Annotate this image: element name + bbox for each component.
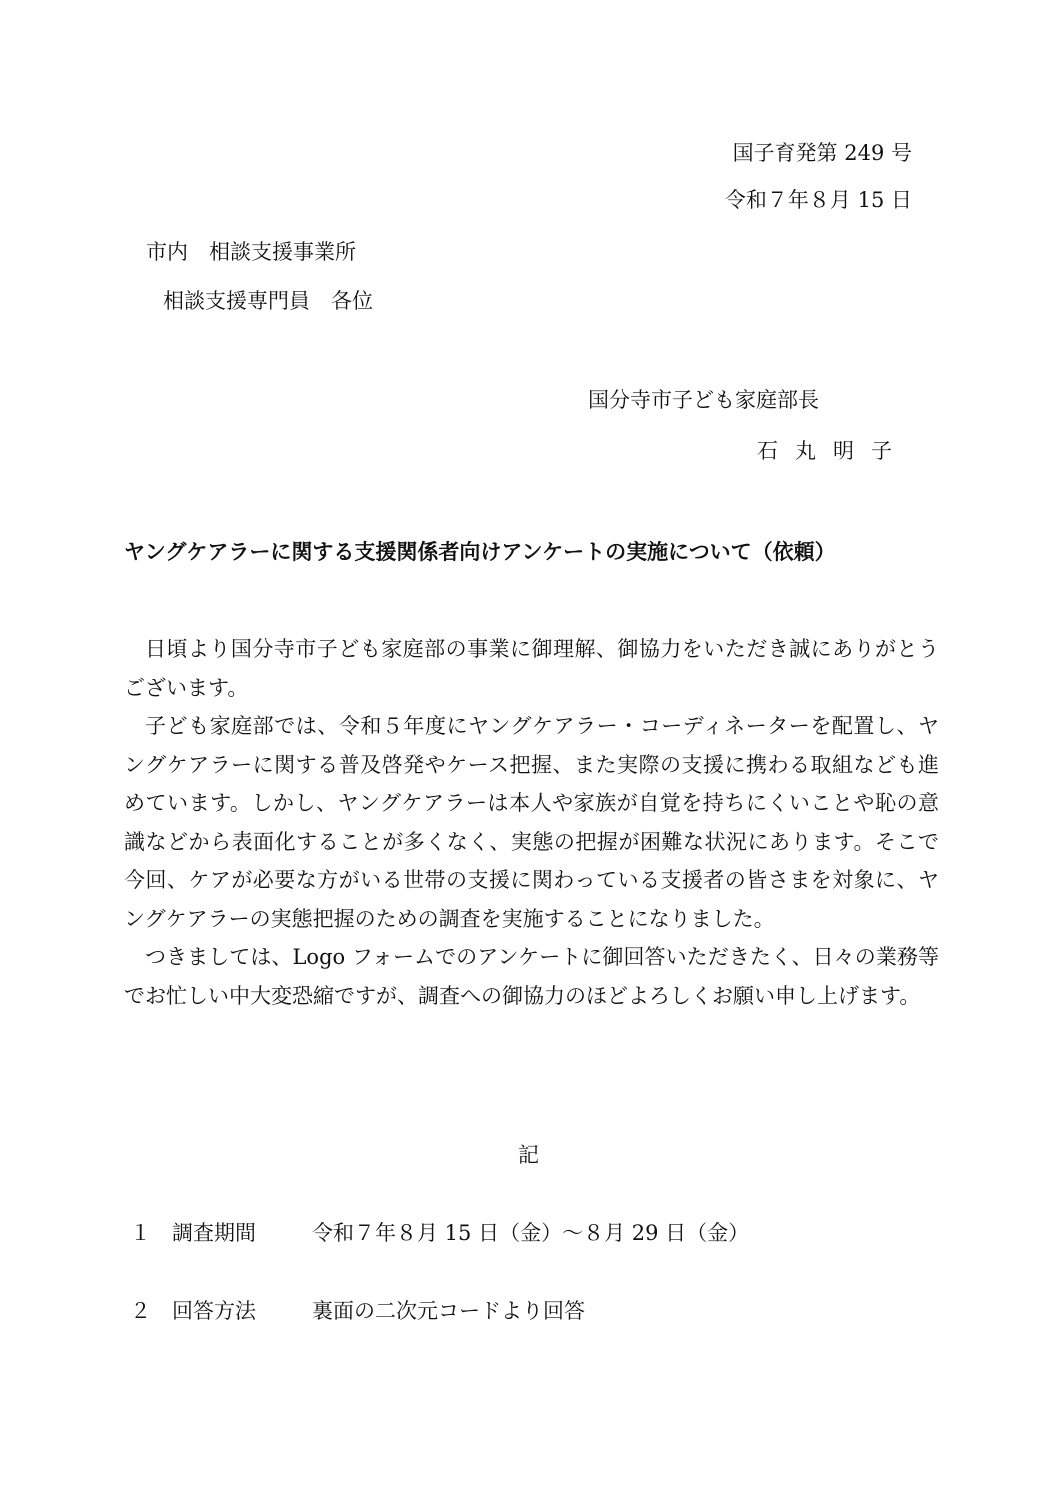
body-paragraph-2: 子ども家庭部では、令和５年度にヤングケアラー・コーディネーターを配置し、ヤングケアラーに関する普及啓発やケース把握、また実際の支援に携わる取組なども進めています。しかし、ヤングケアラーは本人や家族が自覚を持ちにくいことや恥の意識などから表面化することが多くなく、実態の把握が困難な状況にあります。そこで今回、ケアが必要な方がいる世帯の支援に関わっている支援者の皆さまを対象に、ヤングケアラーの実態把握のための調査を実施することになりました。 [124,714,939,931]
document-subject: ヤングケアラーに関する支援関係者向けアンケートの実施について（依頼） [124,540,836,564]
item-value: 裏面の二次元コードより回答 [312,1299,585,1323]
recipient-organization: 市内 相談支援事業所 [146,240,356,264]
item-number: １ [130,1221,151,1245]
ki-heading: 記 [518,1143,539,1167]
body-paragraph-1: 日頃より国分寺市子ども家庭部の事業に御理解、御協力をいただき誠にありがとうございます。 [124,637,939,700]
item-survey-period [130,1221,749,1245]
item-label: 調査期間 [172,1221,256,1245]
recipient-title: 相談支援専門員 各位 [163,289,373,313]
item-answer-method [130,1299,585,1323]
document-number: 国子育発第 249 号 [732,141,912,165]
sender-name: 石丸明子 [757,439,909,463]
item-label: 回答方法 [172,1299,256,1323]
body-paragraph-3: つきましては、Logo フォームでのアンケートに御回答いただきたく、日々の業務等でお忙しい中大変恐縮ですが、調査への御協力のほどよろしくお願い申し上げます。 [124,945,939,1008]
document-date: 令和７年８月 15 日 [724,188,912,212]
body-text [124,630,939,1015]
sender-department: 国分寺市子ども家庭部長 [588,388,819,412]
item-number: ２ [130,1299,151,1323]
item-value: 令和７年８月 15 日（金）～８月 29 日（金） [312,1221,750,1245]
